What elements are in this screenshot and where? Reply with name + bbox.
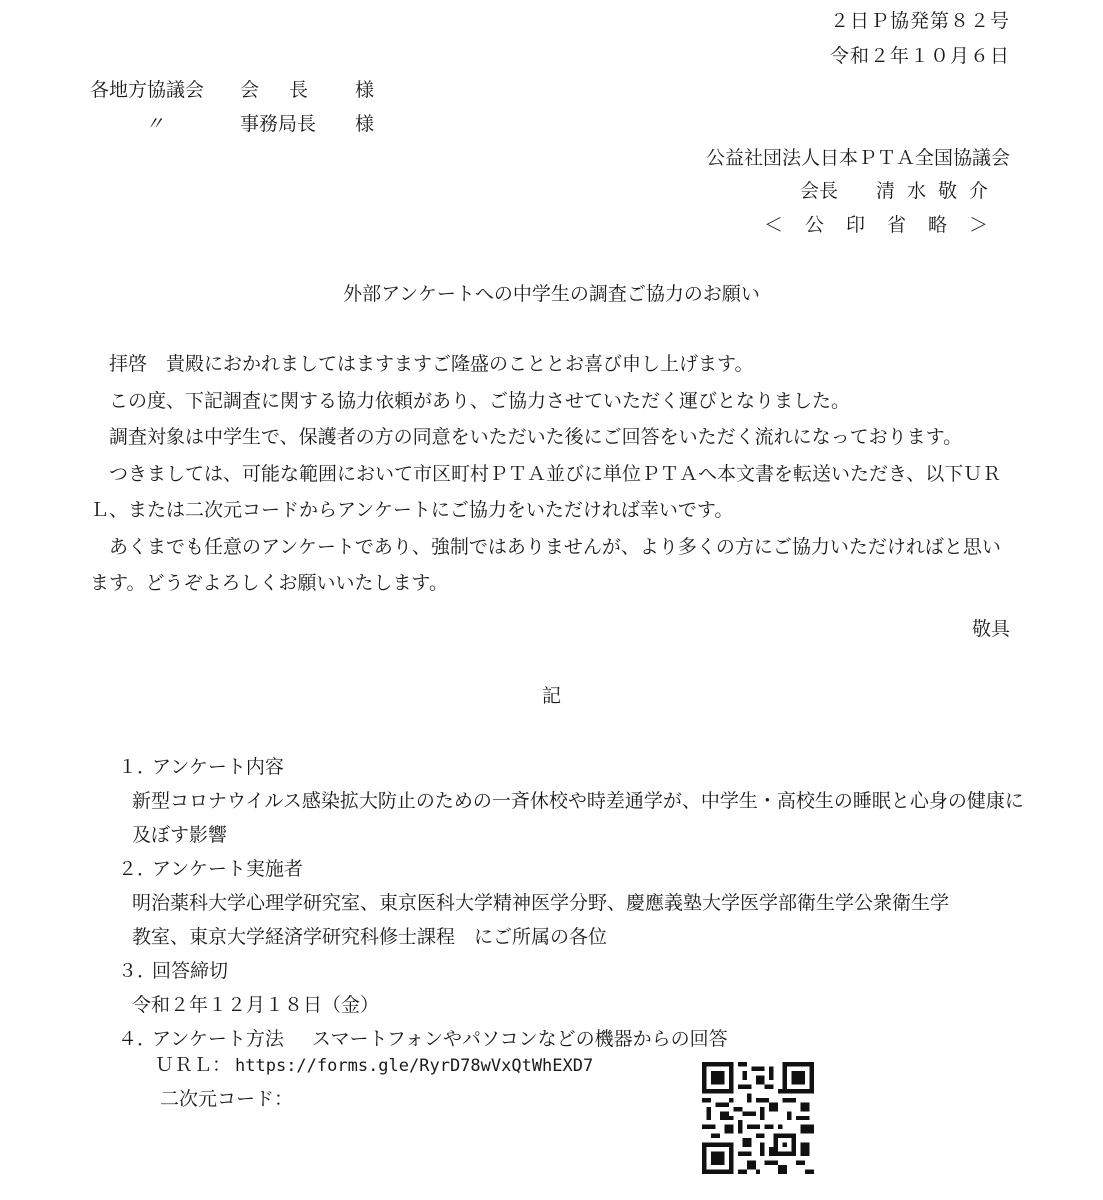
body-paragraph: あくまでも任意のアンケートであり、強制ではありませんが、より多くの方にご協力いただければと思います。どうぞよろしくお願いいたします。 (90, 535, 1001, 594)
document-date: 令和２年１０月６日 (829, 45, 1010, 67)
sender-title: 会長 (799, 180, 838, 202)
ki-heading: 記 (541, 685, 561, 707)
sender-name: 清水敬介 (875, 180, 1000, 202)
list-item (118, 750, 1038, 852)
survey-url-row (155, 1054, 593, 1077)
item-number: １． (118, 756, 157, 778)
recipient-org: 各地方協議会 (90, 79, 205, 101)
document-number: ２日Ｐ協発第８２号 (829, 10, 1010, 32)
closing-keigu: 敬具 (971, 618, 1010, 640)
item-body: 新型コロナウイルス感染拡大防止のための一斉休校や時差通学が、中学生・高校生の睡眠と心身の健康に及ぼす影響 (132, 790, 1024, 846)
recipient-org: 〃 (145, 113, 165, 135)
list-item (118, 954, 1038, 1022)
body-paragraph: 拝啓 貴殿におかれましてはますますご隆盛のこととお喜び申し上げます。 (109, 353, 754, 375)
item-body: スマートフォンやパソコンなどの機器からの回答 (311, 1028, 728, 1050)
qr-code-label: 二次元コード： (160, 1088, 294, 1110)
seal-omitted-note: ＜公印省略＞ (763, 214, 1010, 236)
item-number: ３． (118, 960, 157, 982)
sender-name-line (800, 180, 1000, 203)
body-text (90, 346, 1015, 602)
recipient-role: 事務局長 (240, 113, 317, 135)
recipient-line-2 (90, 113, 374, 136)
item-body: 令和２年１２月１８日（金） (132, 994, 380, 1016)
item-heading: アンケート内容 (152, 756, 284, 778)
item-number: ２． (118, 858, 157, 880)
document-title: 外部アンケートへの中学生の調査ご協力のお願い (343, 283, 760, 305)
url-label: ＵＲＬ： (155, 1054, 232, 1076)
item-heading: アンケート実施者 (152, 858, 303, 880)
item-heading: 回答締切 (152, 960, 229, 982)
item-list (118, 750, 1038, 1056)
body-paragraph: つきましては、可能な範囲において市区町村ＰＴＡ並びに単位ＰＴＡへ本文書を転送いただき、以下ＵＲＬ、または二次元コードからアンケートにご協力をいただければ幸いです。 (90, 462, 1002, 521)
recipient-honorific: 様 (355, 79, 375, 101)
recipient-honorific: 様 (355, 113, 375, 135)
list-item (118, 1022, 1038, 1056)
body-paragraph: 調査対象は中学生で、保護者の方の同意をいただいた後にご回答をいただく流れになっております。 (109, 426, 963, 448)
item-heading: アンケート方法 (152, 1028, 284, 1050)
recipient-role: 会長 (240, 79, 339, 101)
item-number: ４． (118, 1028, 157, 1050)
recipient-line-1 (90, 79, 374, 102)
survey-url-link[interactable]: https://forms.gle/RyrD78wVxQtWhEXD7 (235, 1056, 594, 1076)
qr-code-icon[interactable] (702, 1062, 814, 1174)
sender-organization: 公益社団法人日本ＰＴＡ全国協議会 (705, 147, 1010, 169)
item-body: 明治薬科大学心理学研究室、東京医科大学精神医学分野、慶應義塾大学医学部衛生学公衆衛生学教室、東京大学経済学研究科修士課程 にご所属の各位 (132, 892, 950, 948)
body-paragraph: この度、下記調査に関する協力依頼があり、ご協力させていただく運びとなりました。 (109, 389, 851, 412)
list-item (118, 852, 1038, 954)
